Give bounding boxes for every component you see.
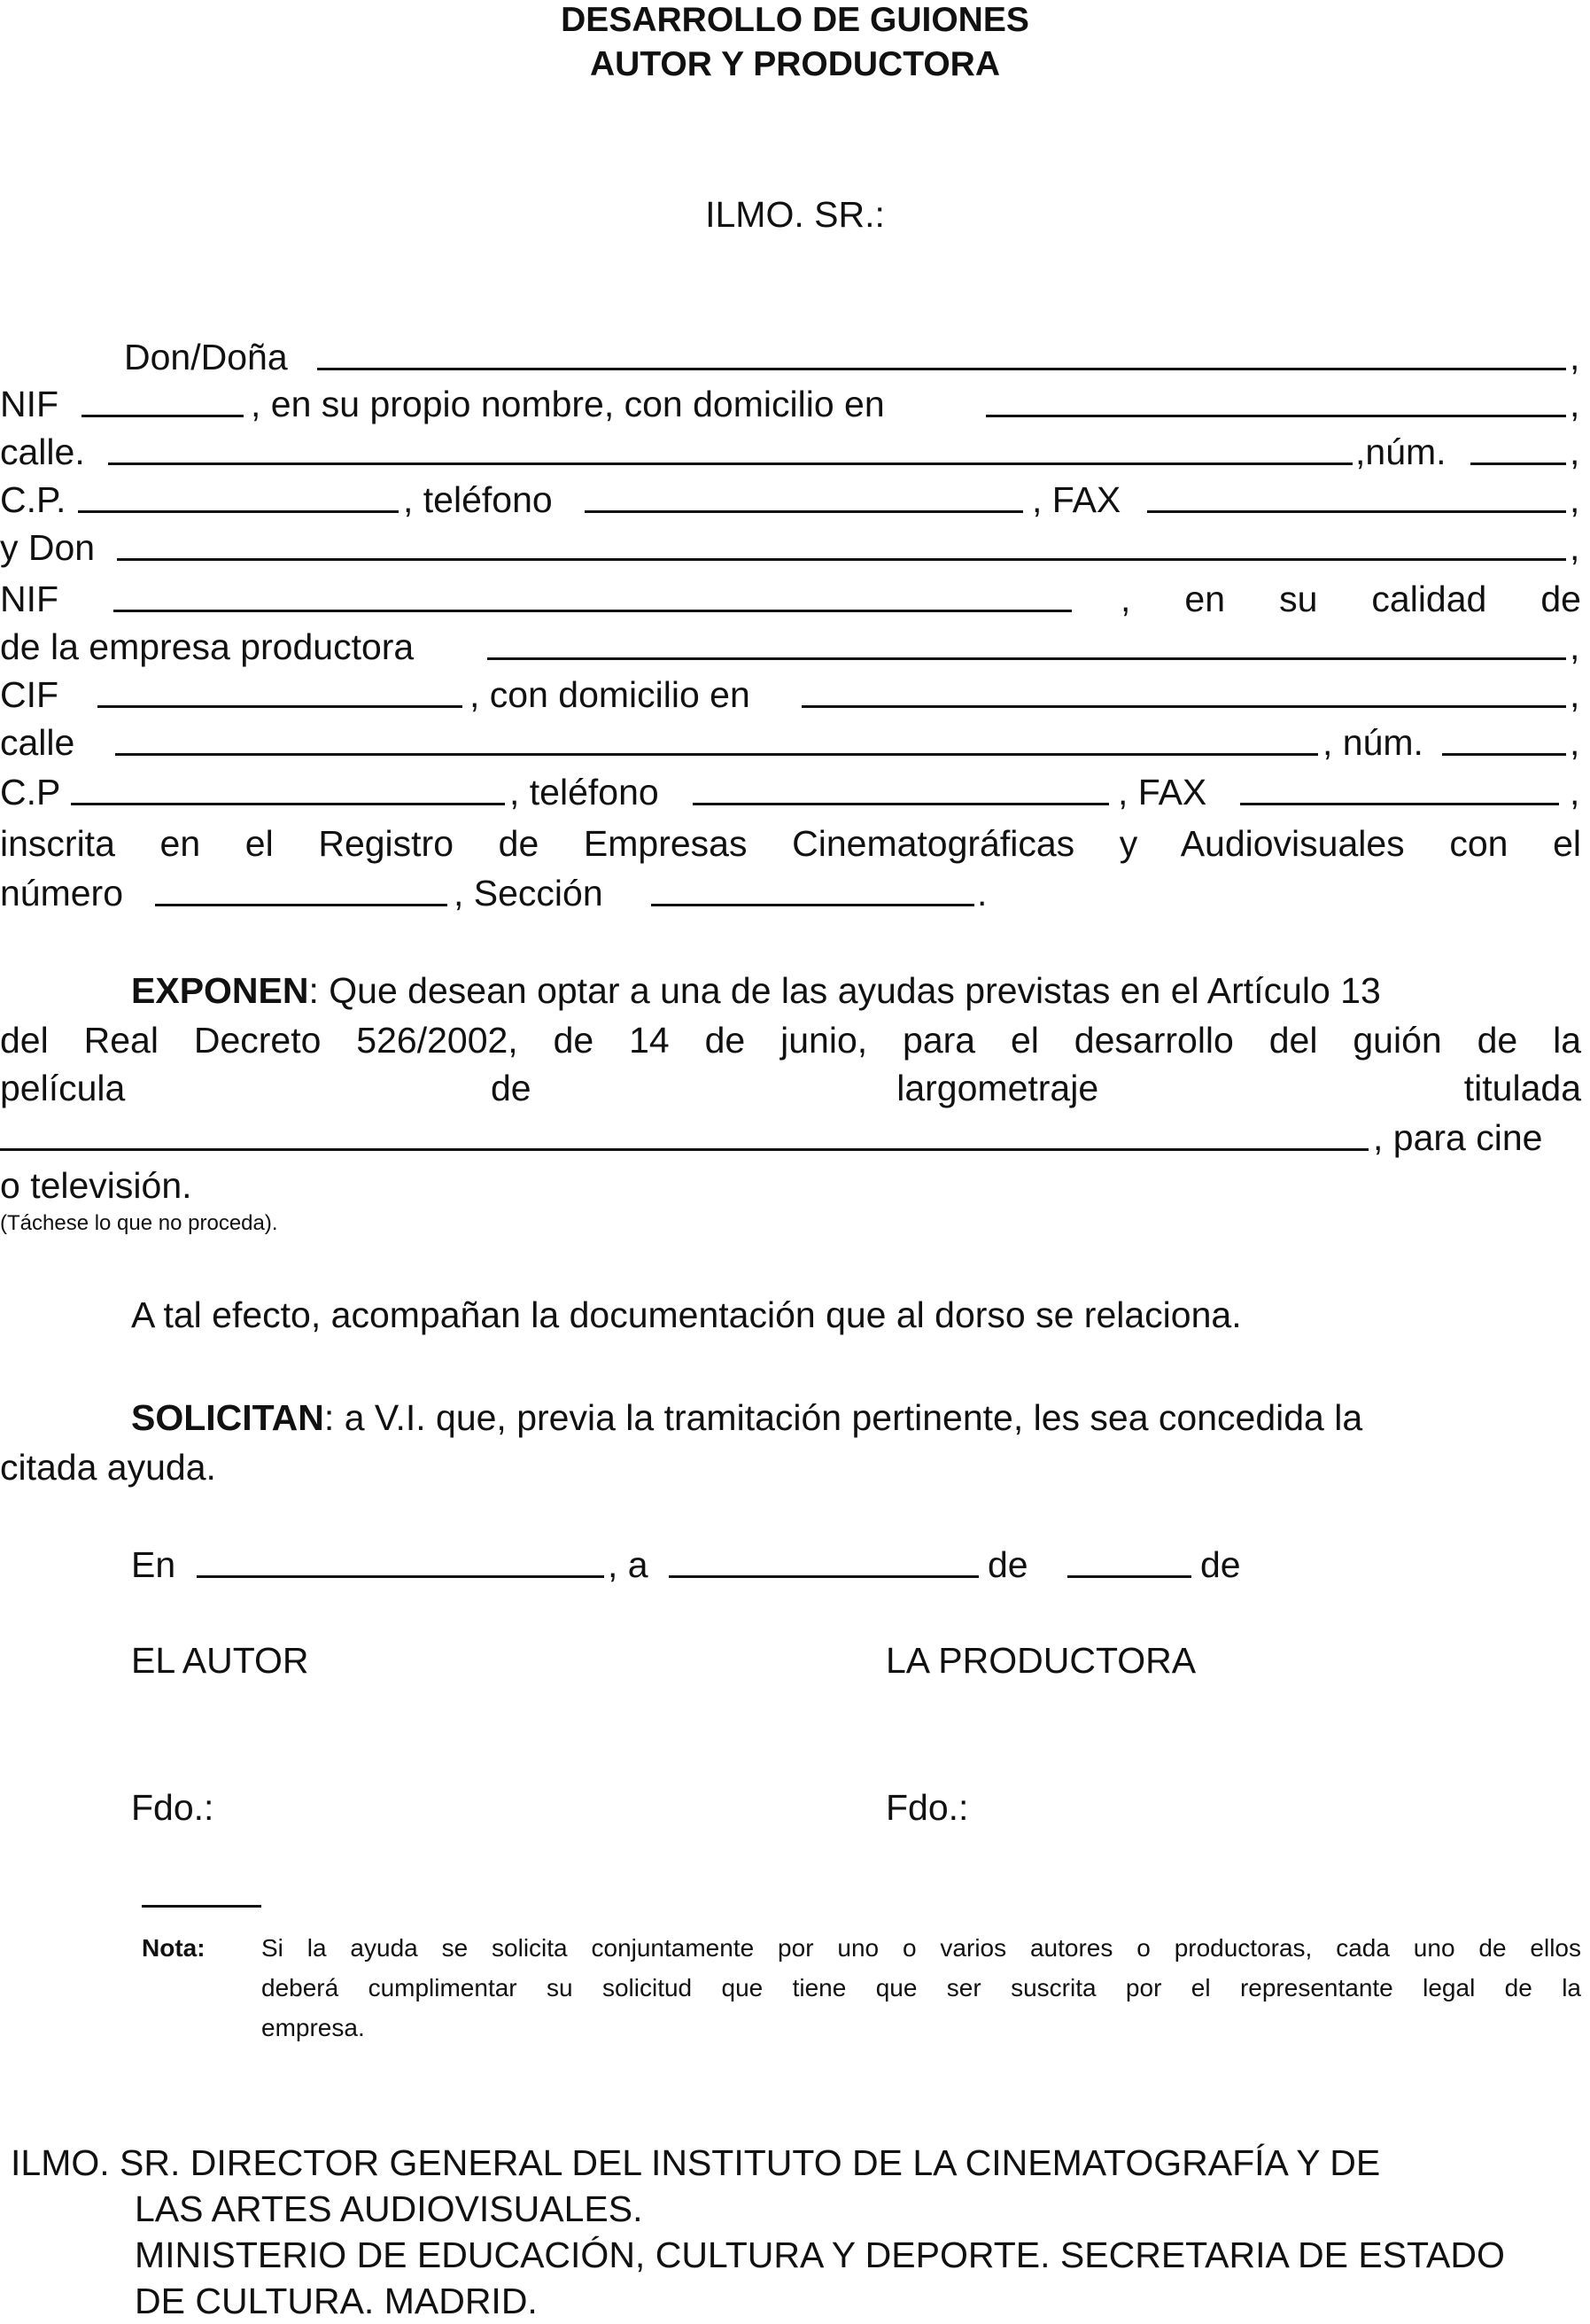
form-row-cp-2: C.P , teléfono , FAX , — [0, 767, 1581, 817]
numero-blank[interactable] — [155, 868, 447, 906]
nota-rule — [142, 1905, 261, 1908]
exponen-line1: EXPONEN: Que desean optar a una de las ayudas previstas en el Artículo 13 — [131, 970, 1381, 1011]
y-don-label: y Don — [0, 527, 96, 568]
solicitan-line1: SOLICITAN: a V.I. que, previa la tramitación pertinente, les sea concedida la — [131, 1397, 1363, 1438]
exponen-line2: del Real Decreto 526/2002, de 14 de junio, para el desarrollo del guión de la — [0, 1020, 1581, 1061]
address-line2: LAS ARTES AUDIOVISUALES. — [135, 2188, 643, 2229]
nota-text: Si la ayuda se solicita conjuntamente por uno o varios autores o productoras, cada uno de ellos deberá cumplimentar su solicitud que tiene que ser suscrita por el representante legal de la empresa. — [261, 1934, 1581, 2041]
nif-blank[interactable] — [81, 379, 244, 417]
cp2-blank[interactable] — [71, 767, 505, 805]
form-row-numero: número , Sección . — [0, 868, 1581, 918]
nif2-label: NIF — [0, 579, 59, 619]
telefono2-label: , teléfono — [509, 772, 659, 812]
form-row-empresa: de la empresa productora , — [0, 622, 1581, 672]
signature-fdo — [0, 1783, 1581, 1832]
a-label: , a — [608, 1544, 648, 1585]
day-blank[interactable] — [669, 1540, 979, 1578]
fax2-label: , FAX — [1118, 772, 1207, 812]
cif-label: CIF — [0, 674, 59, 715]
seccion-label: , Sección — [454, 873, 603, 913]
addressee-block — [11, 2140, 1581, 2324]
empresa-blank[interactable] — [487, 622, 1566, 660]
don-dona-label: Don/Doña — [124, 337, 288, 377]
telefono2-blank[interactable] — [693, 767, 1109, 805]
de1-label: de — [988, 1544, 1028, 1585]
autor-heading: EL AUTOR — [131, 1640, 309, 1681]
solicitan-line2: citada ayuda. — [0, 1447, 216, 1488]
fdo-autor: Fdo.: — [131, 1787, 214, 1828]
exponen-label: EXPONEN — [131, 970, 309, 1011]
num2-blank[interactable] — [1442, 718, 1566, 756]
calle2-blank[interactable] — [115, 718, 1318, 756]
calle2-label: calle — [0, 722, 75, 763]
en-label: En — [131, 1544, 176, 1585]
nif-label: NIF — [0, 384, 59, 424]
titulo-blank[interactable] — [0, 1113, 1369, 1151]
salutation: ILMO. SR.: — [705, 194, 885, 235]
fax-blank[interactable] — [1147, 475, 1566, 513]
empresa-label: de la empresa productora — [0, 626, 415, 667]
num2-label: , núm. — [1322, 722, 1423, 763]
cp-label: C.P. — [0, 479, 66, 520]
form-row-cif: CIF , con domicilio en , — [0, 670, 1581, 719]
form-row-y-don: y Don , — [0, 523, 1581, 572]
calle-label: calle. — [0, 431, 85, 472]
form-row-cp-1: C.P. , teléfono , FAX , — [0, 475, 1581, 525]
para-cine-text: , para cine — [1373, 1117, 1543, 1158]
calidad-label: , en su calidad de — [1121, 579, 1581, 619]
form-row-calle-1: calle. ,núm. , — [0, 427, 1581, 477]
de2-label: de — [1200, 1544, 1241, 1585]
numero-label: número — [0, 873, 124, 913]
telefono-label: , teléfono — [403, 479, 553, 520]
con-domicilio-blank[interactable] — [802, 670, 1566, 708]
name-blank[interactable] — [317, 332, 1566, 370]
fax-label: , FAX — [1032, 479, 1121, 520]
document-title-line1: DESARROLLO DE GUIONES — [561, 1, 1029, 39]
cp2-label: C.P — [0, 772, 61, 812]
con-domicilio-label: , con domicilio en — [469, 674, 750, 715]
month-blank[interactable] — [1067, 1540, 1191, 1578]
form-row-calle-2: calle , núm. , — [0, 718, 1581, 767]
form-row-nif-2 — [0, 574, 1581, 624]
fdo-productora: Fdo.: — [886, 1787, 969, 1828]
date-line — [0, 1540, 1581, 1589]
signature-headings — [0, 1636, 1581, 1685]
domicilio-blank[interactable] — [986, 379, 1566, 417]
num-label: ,núm. — [1355, 431, 1447, 472]
seccion-blank[interactable] — [651, 868, 974, 906]
exponen-line4 — [0, 1113, 1581, 1162]
exponen-line5: o televisión. — [0, 1165, 192, 1206]
domicilio-label: , en su propio nombre, con domicilio en — [251, 384, 885, 424]
num-blank[interactable] — [1470, 427, 1566, 465]
nota-label: Nota: — [142, 1934, 206, 1962]
solicitan-label: SOLICITAN — [131, 1397, 324, 1438]
address-line3: MINISTERIO DE EDUCACIÓN, CULTURA Y DEPORTE. SECRETARIA DE ESTADO — [135, 2235, 1505, 2275]
exponen-line3: película de largometraje titulada — [0, 1068, 1581, 1108]
address-line4: DE CULTURA. MADRID. — [135, 2281, 538, 2321]
form-row-nif-1: NIF , en su propio nombre, con domicilio en , — [0, 379, 1581, 429]
address-line1: ILMO. SR. DIRECTOR GENERAL DEL INSTITUTO DE LA CINEMATOGRAFÍA Y DE — [11, 2142, 1381, 2183]
cif-blank[interactable] — [97, 670, 462, 708]
tachese-note: (Táchese lo que no proceda). — [0, 1211, 278, 1235]
productora-heading: LA PRODUCTORA — [886, 1640, 1197, 1681]
nif2-blank[interactable] — [113, 574, 1072, 612]
inscrita-text: inscrita en el Registro de Empresas Cinematográficas y Audiovisuales con el — [0, 823, 1581, 864]
form-row-inscrita — [0, 819, 1581, 868]
efecto-paragraph: A tal efecto, acompañan la documentación que al dorso se relaciona. — [131, 1294, 1242, 1335]
calle-blank[interactable] — [108, 427, 1353, 465]
place-blank[interactable] — [197, 1540, 604, 1578]
y-don-blank[interactable] — [117, 523, 1566, 561]
document-title-line2: AUTOR Y PRODUCTORA — [589, 45, 1000, 83]
telefono-blank[interactable] — [585, 475, 1023, 513]
cp-blank[interactable] — [78, 475, 399, 513]
form-row-don-dona: Don/Doña , — [0, 332, 1581, 382]
fax2-blank[interactable] — [1240, 767, 1559, 805]
